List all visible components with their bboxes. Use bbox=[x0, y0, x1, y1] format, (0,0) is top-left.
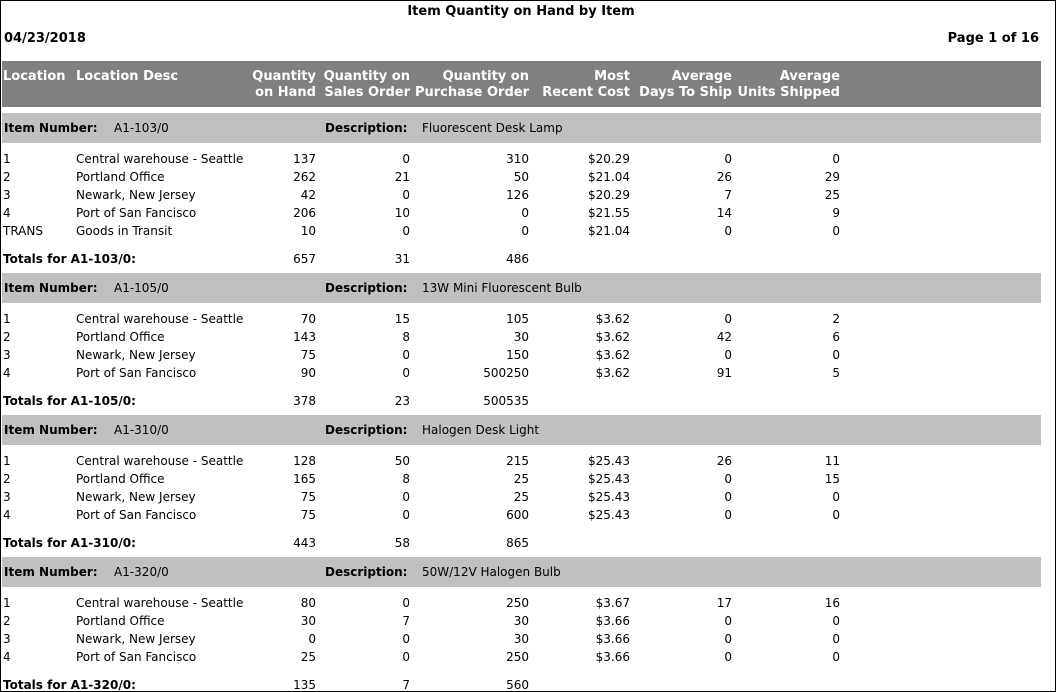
cell-location-desc: Portland Office bbox=[76, 170, 165, 184]
cell-location-desc: Newark, New Jersey bbox=[76, 348, 196, 362]
cell-qty-purchase-order: 126 bbox=[506, 188, 529, 202]
cell-units-shipped: 6 bbox=[832, 330, 840, 344]
table-row bbox=[2, 630, 1041, 648]
cell-qty-on-hand: 0 bbox=[308, 632, 316, 646]
cell-days-to-ship: 0 bbox=[724, 472, 732, 486]
cell-qty-on-hand: 262 bbox=[293, 170, 316, 184]
total-qty-on-hand: 443 bbox=[293, 536, 316, 550]
cell-location-desc: Portland Office bbox=[76, 614, 165, 628]
cell-days-to-ship: 7 bbox=[724, 188, 732, 202]
item-header-band bbox=[2, 557, 1041, 587]
cell-qty-purchase-order: 0 bbox=[521, 206, 529, 220]
cell-days-to-ship: 91 bbox=[716, 366, 732, 380]
col-location bbox=[3, 69, 66, 85]
cell-location-desc: Port of San Fancisco bbox=[76, 650, 197, 664]
description-label: Description: bbox=[325, 121, 408, 135]
cell-location: 3 bbox=[3, 188, 11, 202]
cell-qty-on-hand: 25 bbox=[300, 650, 316, 664]
cell-qty-purchase-order: 30 bbox=[513, 330, 529, 344]
cell-qty-purchase-order: 105 bbox=[506, 312, 529, 326]
cell-location: 2 bbox=[3, 614, 11, 628]
cell-location-desc: Portland Office bbox=[76, 472, 165, 486]
cell-qty-sales-order: 0 bbox=[402, 224, 410, 238]
col-qty-on-hand-line2: on Hand bbox=[255, 85, 316, 100]
table-row bbox=[2, 612, 1041, 630]
cell-qty-purchase-order: 215 bbox=[506, 454, 529, 468]
col-recent-cost-line2: Recent Cost bbox=[542, 85, 630, 100]
cell-units-shipped: 0 bbox=[832, 508, 840, 522]
totals-label: Totals for A1-103/0: bbox=[3, 252, 136, 266]
cell-location-desc: Goods in Transit bbox=[76, 224, 173, 238]
cell-days-to-ship: 0 bbox=[724, 224, 732, 238]
col-qty-sales-order-line2: Sales Order bbox=[324, 85, 410, 100]
cell-days-to-ship: 0 bbox=[724, 312, 732, 326]
description-value: Halogen Desk Light bbox=[422, 423, 540, 437]
item-number-label: Item Number: bbox=[4, 281, 98, 295]
table-row bbox=[2, 488, 1041, 506]
cell-recent-cost: $25.43 bbox=[588, 490, 630, 504]
cell-qty-on-hand: 75 bbox=[300, 490, 316, 504]
description-value: 50W/12V Halogen Bulb bbox=[422, 565, 561, 579]
cell-recent-cost: $25.43 bbox=[588, 454, 630, 468]
total-qty-sales-order: 7 bbox=[402, 678, 410, 692]
table-row bbox=[2, 346, 1041, 364]
col-units-shipped-line1: Average bbox=[779, 69, 840, 84]
cell-days-to-ship: 0 bbox=[724, 508, 732, 522]
cell-qty-sales-order: 0 bbox=[402, 508, 410, 522]
cell-units-shipped: 0 bbox=[832, 348, 840, 362]
cell-units-shipped: 2 bbox=[832, 312, 840, 326]
col-days-to-ship-line1: Average bbox=[671, 69, 732, 84]
item-header-band bbox=[2, 415, 1041, 445]
cell-days-to-ship: 0 bbox=[724, 348, 732, 362]
item-number-label: Item Number: bbox=[4, 121, 98, 135]
cell-days-to-ship: 0 bbox=[724, 152, 732, 166]
cell-recent-cost: $21.55 bbox=[588, 206, 630, 220]
cell-qty-sales-order: 8 bbox=[402, 472, 410, 486]
cell-qty-on-hand: 75 bbox=[300, 348, 316, 362]
cell-days-to-ship: 14 bbox=[716, 206, 732, 220]
cell-units-shipped: 0 bbox=[832, 152, 840, 166]
item-number-value: A1-105/0 bbox=[114, 281, 169, 295]
cell-units-shipped: 25 bbox=[824, 188, 840, 202]
totals-label: Totals for A1-105/0: bbox=[3, 394, 136, 408]
cell-qty-sales-order: 0 bbox=[402, 188, 410, 202]
cell-qty-on-hand: 80 bbox=[300, 596, 316, 610]
item-number-value: A1-103/0 bbox=[114, 121, 169, 135]
cell-qty-on-hand: 128 bbox=[293, 454, 316, 468]
table-row bbox=[2, 150, 1041, 168]
cell-qty-on-hand: 10 bbox=[300, 224, 316, 238]
description-label: Description: bbox=[325, 565, 408, 579]
total-qty-on-hand: 378 bbox=[293, 394, 316, 408]
cell-qty-sales-order: 8 bbox=[402, 330, 410, 344]
cell-location: 4 bbox=[3, 206, 11, 220]
item-header-band bbox=[2, 113, 1041, 143]
cell-location: 1 bbox=[3, 454, 11, 468]
total-qty-purchase-order: 500535 bbox=[483, 394, 529, 408]
col-qty-on-hand-line1: Quantity bbox=[252, 69, 316, 84]
col-units-shipped-line2: Units Shipped bbox=[737, 85, 840, 100]
total-qty-sales-order: 58 bbox=[394, 536, 410, 550]
cell-units-shipped: 16 bbox=[824, 596, 840, 610]
table-row bbox=[2, 204, 1041, 222]
item-header-band bbox=[2, 273, 1041, 303]
table-row bbox=[2, 506, 1041, 524]
cell-units-shipped: 5 bbox=[832, 366, 840, 380]
cell-units-shipped: 11 bbox=[824, 454, 840, 468]
cell-qty-sales-order: 0 bbox=[402, 152, 410, 166]
cell-days-to-ship: 17 bbox=[716, 596, 732, 610]
description-label: Description: bbox=[325, 281, 408, 295]
table-row bbox=[2, 452, 1041, 470]
total-qty-sales-order: 23 bbox=[394, 394, 410, 408]
cell-qty-sales-order: 0 bbox=[402, 490, 410, 504]
cell-days-to-ship: 26 bbox=[716, 454, 732, 468]
table-row bbox=[2, 168, 1041, 186]
totals-label: Totals for A1-320/0: bbox=[3, 678, 136, 692]
description-value: Fluorescent Desk Lamp bbox=[422, 121, 563, 135]
cell-location: 3 bbox=[3, 632, 11, 646]
table-row bbox=[2, 594, 1041, 612]
cell-location-desc: Newark, New Jersey bbox=[76, 632, 196, 646]
cell-recent-cost: $25.43 bbox=[588, 508, 630, 522]
cell-qty-on-hand: 42 bbox=[300, 188, 316, 202]
cell-recent-cost: $21.04 bbox=[588, 224, 630, 238]
cell-location: TRANS bbox=[3, 224, 43, 238]
cell-qty-on-hand: 206 bbox=[293, 206, 316, 220]
cell-qty-purchase-order: 500250 bbox=[483, 366, 529, 380]
cell-units-shipped: 0 bbox=[832, 632, 840, 646]
cell-recent-cost: $3.67 bbox=[595, 596, 630, 610]
col-qty-purchase-order bbox=[389, 69, 529, 101]
col-location-desc-label: Location Desc bbox=[76, 69, 179, 84]
cell-qty-on-hand: 165 bbox=[293, 472, 316, 486]
cell-qty-on-hand: 137 bbox=[293, 152, 316, 166]
col-days-to-ship bbox=[612, 69, 732, 101]
item-number-label: Item Number: bbox=[4, 565, 98, 579]
cell-location-desc: Newark, New Jersey bbox=[76, 490, 196, 504]
page-indicator: Page 1 of 16 bbox=[947, 31, 1039, 46]
col-qty-sales-order-line1: Quantity on bbox=[323, 69, 410, 84]
col-units-shipped bbox=[720, 69, 840, 101]
cell-qty-purchase-order: 25 bbox=[513, 472, 529, 486]
cell-qty-sales-order: 0 bbox=[402, 348, 410, 362]
col-location-desc bbox=[76, 69, 178, 85]
cell-recent-cost: $3.62 bbox=[595, 348, 630, 362]
cell-qty-sales-order: 15 bbox=[394, 312, 410, 326]
cell-qty-on-hand: 90 bbox=[300, 366, 316, 380]
description-value: 13W Mini Fluorescent Bulb bbox=[422, 281, 582, 295]
totals-row bbox=[2, 392, 1041, 410]
cell-location: 4 bbox=[3, 366, 11, 380]
cell-recent-cost: $20.29 bbox=[588, 188, 630, 202]
item-number-value: A1-320/0 bbox=[114, 565, 169, 579]
cell-recent-cost: $3.62 bbox=[595, 312, 630, 326]
table-row bbox=[2, 310, 1041, 328]
total-qty-purchase-order: 560 bbox=[506, 678, 529, 692]
cell-qty-purchase-order: 250 bbox=[506, 650, 529, 664]
cell-days-to-ship: 42 bbox=[716, 330, 732, 344]
total-qty-sales-order: 31 bbox=[394, 252, 410, 266]
table-row bbox=[2, 364, 1041, 382]
cell-qty-purchase-order: 30 bbox=[513, 614, 529, 628]
cell-units-shipped: 0 bbox=[832, 650, 840, 664]
table-row bbox=[2, 222, 1041, 240]
cell-days-to-ship: 0 bbox=[724, 632, 732, 646]
description-label: Description: bbox=[325, 423, 408, 437]
cell-location: 3 bbox=[3, 348, 11, 362]
cell-location: 4 bbox=[3, 508, 11, 522]
cell-qty-sales-order: 0 bbox=[402, 650, 410, 664]
cell-qty-sales-order: 10 bbox=[394, 206, 410, 220]
col-location-label: Location bbox=[3, 69, 66, 84]
cell-location-desc: Portland Office bbox=[76, 330, 165, 344]
cell-units-shipped: 9 bbox=[832, 206, 840, 220]
cell-qty-purchase-order: 250 bbox=[506, 596, 529, 610]
cell-location-desc: Central warehouse - Seattle bbox=[76, 152, 244, 166]
cell-location-desc: Central warehouse - Seattle bbox=[76, 596, 244, 610]
table-row bbox=[2, 328, 1041, 346]
cell-qty-on-hand: 30 bbox=[300, 614, 316, 628]
report-title: Item Quantity on Hand by Item bbox=[407, 4, 635, 19]
cell-location: 2 bbox=[3, 472, 11, 486]
cell-recent-cost: $21.04 bbox=[588, 170, 630, 184]
cell-recent-cost: $3.62 bbox=[595, 366, 630, 380]
cell-qty-purchase-order: 0 bbox=[521, 224, 529, 238]
totals-label: Totals for A1-310/0: bbox=[3, 536, 136, 550]
total-qty-purchase-order: 486 bbox=[506, 252, 529, 266]
cell-qty-sales-order: 0 bbox=[402, 596, 410, 610]
totals-row bbox=[2, 676, 1041, 692]
cell-location: 1 bbox=[3, 596, 11, 610]
cell-qty-sales-order: 21 bbox=[394, 170, 410, 184]
report-date: 04/23/2018 bbox=[4, 31, 86, 46]
cell-units-shipped: 29 bbox=[824, 170, 840, 184]
col-days-to-ship-line2: Days To Ship bbox=[639, 85, 732, 100]
cell-units-shipped: 0 bbox=[832, 614, 840, 628]
cell-recent-cost: $3.66 bbox=[595, 632, 630, 646]
cell-location-desc: Central warehouse - Seattle bbox=[76, 312, 244, 326]
cell-units-shipped: 0 bbox=[832, 224, 840, 238]
cell-recent-cost: $3.66 bbox=[595, 650, 630, 664]
cell-qty-purchase-order: 30 bbox=[513, 632, 529, 646]
totals-row bbox=[2, 534, 1041, 552]
cell-days-to-ship: 0 bbox=[724, 614, 732, 628]
cell-days-to-ship: 0 bbox=[724, 490, 732, 504]
cell-qty-sales-order: 0 bbox=[402, 632, 410, 646]
cell-days-to-ship: 26 bbox=[716, 170, 732, 184]
cell-recent-cost: $3.66 bbox=[595, 614, 630, 628]
cell-days-to-ship: 0 bbox=[724, 650, 732, 664]
table-row bbox=[2, 648, 1041, 666]
col-recent-cost-line1: Most bbox=[594, 69, 630, 84]
cell-recent-cost: $3.62 bbox=[595, 330, 630, 344]
column-header-bar bbox=[2, 61, 1041, 107]
table-row bbox=[2, 470, 1041, 488]
total-qty-purchase-order: 865 bbox=[506, 536, 529, 550]
cell-qty-sales-order: 50 bbox=[394, 454, 410, 468]
cell-units-shipped: 0 bbox=[832, 490, 840, 504]
cell-location-desc: Port of San Fancisco bbox=[76, 508, 197, 522]
cell-qty-purchase-order: 50 bbox=[513, 170, 529, 184]
total-qty-on-hand: 657 bbox=[293, 252, 316, 266]
table-row bbox=[2, 186, 1041, 204]
cell-qty-purchase-order: 150 bbox=[506, 348, 529, 362]
totals-row bbox=[2, 250, 1041, 268]
cell-qty-on-hand: 75 bbox=[300, 508, 316, 522]
item-number-label: Item Number: bbox=[4, 423, 98, 437]
cell-location: 1 bbox=[3, 312, 11, 326]
col-qty-purchase-order-line2: Purchase Order bbox=[414, 85, 529, 100]
cell-units-shipped: 15 bbox=[824, 472, 840, 486]
cell-location-desc: Port of San Fancisco bbox=[76, 206, 197, 220]
cell-qty-on-hand: 143 bbox=[293, 330, 316, 344]
cell-location-desc: Port of San Fancisco bbox=[76, 366, 197, 380]
cell-qty-purchase-order: 25 bbox=[513, 490, 529, 504]
cell-qty-sales-order: 0 bbox=[402, 366, 410, 380]
cell-qty-purchase-order: 600 bbox=[506, 508, 529, 522]
cell-location: 2 bbox=[3, 170, 11, 184]
cell-location-desc: Central warehouse - Seattle bbox=[76, 454, 244, 468]
cell-recent-cost: $25.43 bbox=[588, 472, 630, 486]
total-qty-on-hand: 135 bbox=[293, 678, 316, 692]
cell-location-desc: Newark, New Jersey bbox=[76, 188, 196, 202]
cell-location: 2 bbox=[3, 330, 11, 344]
col-qty-purchase-order-line1: Quantity on bbox=[442, 69, 529, 84]
cell-qty-sales-order: 7 bbox=[402, 614, 410, 628]
cell-location: 3 bbox=[3, 490, 11, 504]
cell-recent-cost: $20.29 bbox=[588, 152, 630, 166]
item-number-value: A1-310/0 bbox=[114, 423, 169, 437]
cell-location: 4 bbox=[3, 650, 11, 664]
cell-qty-on-hand: 70 bbox=[300, 312, 316, 326]
cell-qty-purchase-order: 310 bbox=[506, 152, 529, 166]
cell-location: 1 bbox=[3, 152, 11, 166]
